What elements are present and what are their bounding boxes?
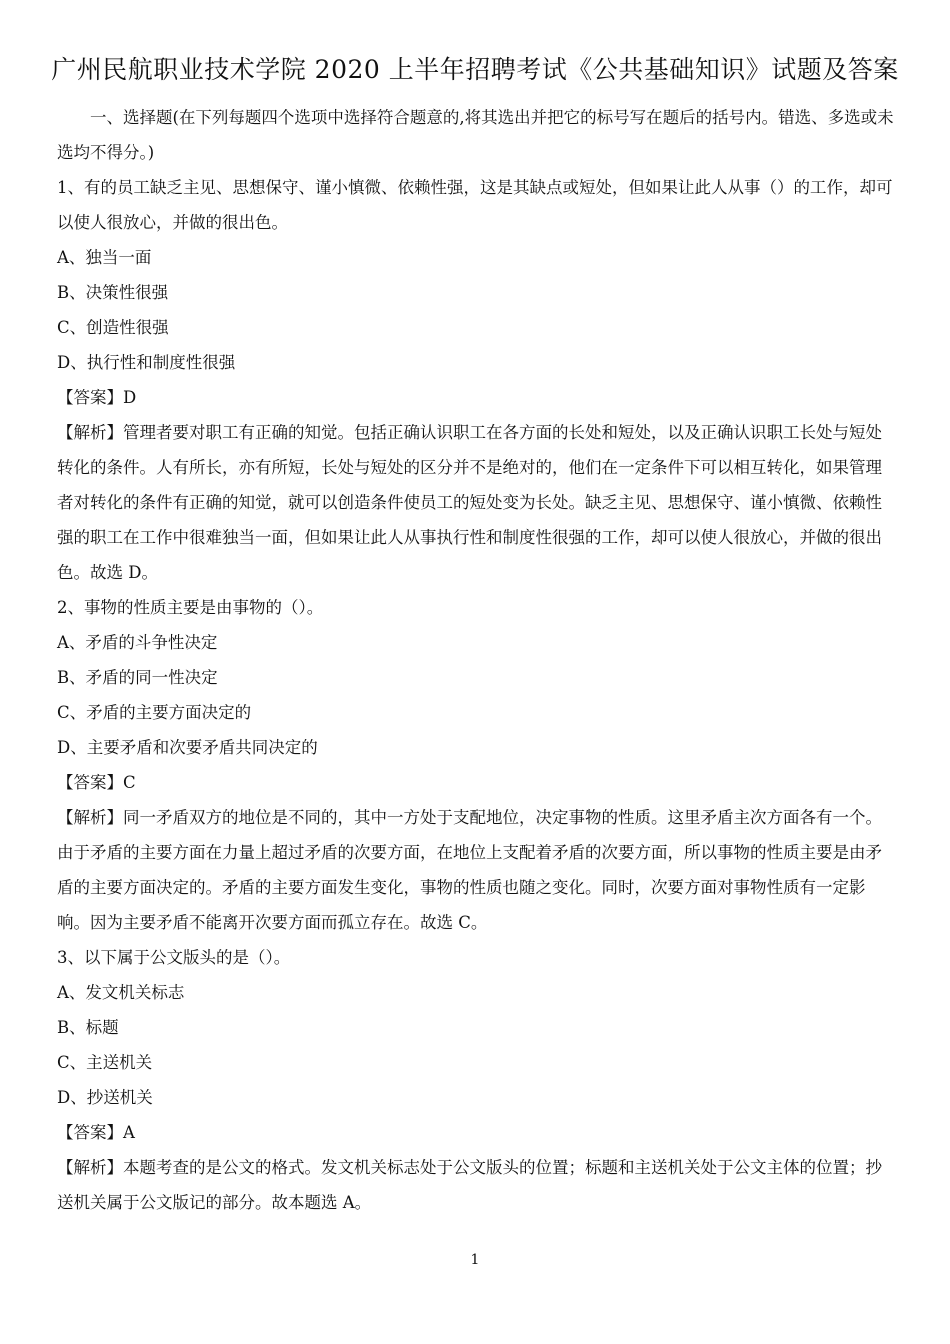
question-stem: 1、有的员工缺乏主见、思想保守、谨小慎微、依赖性强，这是其缺点或短处，但如果让此人从事（）的工作，却可以使人很放心，并做的很出色。: [57, 178, 893, 232]
question-3: [57, 940, 897, 1220]
option-d: D、抄送机关: [57, 1088, 153, 1107]
question-1: [57, 170, 897, 590]
option-d: D、执行性和制度性很强: [57, 353, 236, 372]
analysis-tag: 【解析】: [57, 423, 123, 442]
option-b: B、标题: [57, 1018, 119, 1037]
analysis-text: 同一矛盾双方的地位是不同的，其中一方处于支配地位，决定事物的性质。这里矛盾主次方面各有一个。由于矛盾的主要方面在力量上超过矛盾的次要方面，在地位上支配着矛盾的次要方面，所以事物的性质主要是由矛盾的主要方面决定的。矛盾的主要方面发生变化，事物的性质也随之变化。同时，次要方面对事物性质有一定影响。因为主要矛盾不能离开次要方面而孤立存在。故选 C。: [57, 808, 882, 932]
page-number: 1: [470, 1252, 480, 1268]
document-title: 广州民航职业技术学院 2020 上半年招聘考试《公共基础知识》试题及答案: [51, 55, 899, 84]
answer-value: C: [123, 773, 136, 792]
answer-line: [57, 380, 897, 415]
option-c: C、主送机关: [57, 1053, 153, 1072]
answer-value: D: [123, 388, 137, 407]
document-body: [57, 100, 897, 1220]
analysis-paragraph: [57, 415, 897, 590]
analysis-tag: 【解析】: [57, 808, 123, 827]
analysis-text: 本题考查的是公文的格式。发文机关标志处于公文版头的位置；标题和主送机关处于公文主体的位置；抄送机关属于公文版记的部分。故本题选 A。: [57, 1158, 882, 1212]
answer-line: [57, 765, 897, 800]
option-c: C、矛盾的主要方面决定的: [57, 703, 252, 722]
option-a: A、独当一面: [57, 248, 152, 267]
analysis-paragraph: [57, 1150, 897, 1220]
question-stem: 3、以下属于公文版头的是（）。: [57, 948, 291, 967]
analysis-tag: 【解析】: [57, 1158, 123, 1177]
option-a: A、发文机关标志: [57, 983, 185, 1002]
answer-line: [57, 1115, 897, 1150]
answer-tag: 【答案】: [57, 388, 123, 407]
section-intro: 一、选择题(在下列每题四个选项中选择符合题意的,将其选出并把它的标号写在题后的括号内。错选、多选或未选均不得分。): [57, 108, 894, 162]
question-2: [57, 590, 897, 940]
analysis-text: 管理者要对职工有正确的知觉。包括正确认识职工在各方面的长处和短处，以及正确认识职工长处与短处转化的条件。人有所长，亦有所短，长处与短处的区分并不是绝对的，他们在一定条件下可以相互转化，如果管理者对转化的条件有正确的知觉，就可以创造条件使员工的短处变为长处。缺乏主见、思想保守、谨小慎微、依赖性强的职工在工作中很难独当一面，但如果让此人从事执行性和制度性很强的工作，却可以使人很放心，并做的很出色。故选 D。: [57, 423, 882, 582]
option-c: C、创造性很强: [57, 318, 169, 337]
answer-tag: 【答案】: [57, 1123, 123, 1142]
answer-value: A: [123, 1123, 135, 1142]
question-stem: 2、事物的性质主要是由事物的（）。: [57, 598, 324, 617]
option-d: D、主要矛盾和次要矛盾共同决定的: [57, 738, 318, 757]
option-b: B、矛盾的同一性决定: [57, 668, 218, 687]
analysis-paragraph: [57, 800, 897, 940]
option-b: B、决策性很强: [57, 283, 169, 302]
answer-tag: 【答案】: [57, 773, 123, 792]
option-a: A、矛盾的斗争性决定: [57, 633, 218, 652]
